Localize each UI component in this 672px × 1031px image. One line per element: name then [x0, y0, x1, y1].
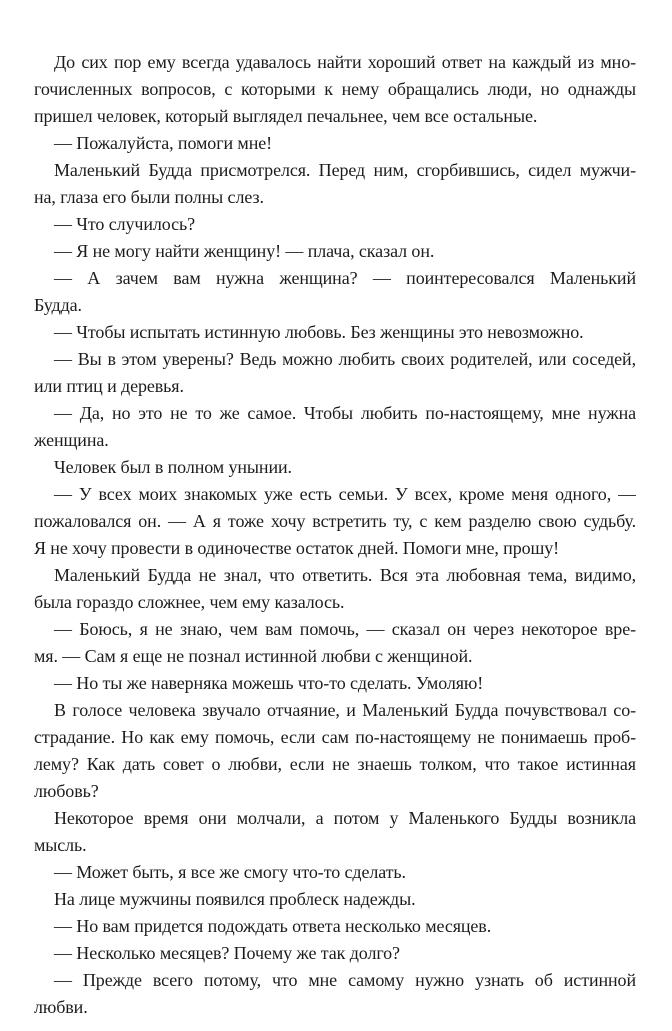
page-text: [34, 49, 636, 1021]
text-line: Я не хочу провести в одиночестве остаток дней. Помоги мне, прошу!: [34, 538, 560, 558]
text-line: — Вы в этом уверены? Ведь можно любить своих родителей, или соседей,: [54, 349, 636, 369]
paragraph: [34, 265, 636, 319]
text-line: — Может быть, я все же смогу что-то сделать.: [54, 862, 406, 882]
paragraph: [34, 940, 636, 967]
text-line: страдание. Но как ему помочь, если сам по-настоящему не понимаешь проб-: [34, 727, 636, 747]
paragraph: [34, 346, 636, 400]
text-line: На лице мужчины появился проблеск надежды.: [54, 889, 416, 909]
text-line: Маленький Будда не знал, что ответить. Вся эта любовная тема, видимо,: [54, 565, 636, 585]
paragraph: [34, 319, 636, 346]
paragraph: [34, 211, 636, 238]
text-line: В голосе человека звучало отчаяние, и Маленький Будда почувствовал со-: [54, 700, 636, 720]
paragraph: [34, 670, 636, 697]
paragraph: [34, 805, 636, 859]
paragraph: [34, 616, 636, 670]
text-line: — Боюсь, я не знаю, чем вам помочь, — сказал он через некоторое вре-: [54, 619, 636, 639]
text-line: гочисленных вопросов, с которыми к нему обращались люди, но однажды: [34, 79, 636, 99]
paragraph: [34, 400, 636, 454]
text-line: — Несколько месяцев? Почему же так долго?: [54, 943, 400, 963]
paragraph: [34, 130, 636, 157]
text-line: женщина.: [34, 430, 109, 450]
paragraph: [34, 238, 636, 265]
text-line: любовь?: [34, 781, 99, 801]
text-line: До сих пор ему всегда удавалось найти хороший ответ на каждый из мно-: [54, 52, 636, 72]
paragraph: [34, 913, 636, 940]
paragraph: [34, 967, 636, 1021]
paragraph: [34, 886, 636, 913]
paragraph: [34, 697, 636, 805]
text-line: Человек был в полном унынии.: [54, 457, 292, 477]
paragraph: [34, 454, 636, 481]
text-line: мысль.: [34, 835, 87, 855]
text-line: Некоторое время они молчали, а потом у Маленького Будды возникла: [54, 808, 636, 828]
text-line: или птиц и деревья.: [34, 376, 184, 396]
text-line: пришел человек, который выглядел печальнее, чем все остальные.: [34, 106, 538, 126]
paragraph: [34, 157, 636, 211]
text-line: — Что случилось?: [54, 214, 196, 234]
text-line: — У всех моих знакомых уже есть семьи. У всех, кроме меня одного, —: [54, 484, 636, 504]
text-line: Будда.: [34, 295, 82, 315]
text-line: — Прежде всего потому, что мне самому нужно узнать об истинной: [54, 970, 636, 990]
text-line: — Да, но это не то же самое. Чтобы любить по-настоящему, мне нужна: [54, 403, 636, 423]
text-line: любви.: [34, 997, 88, 1017]
text-line: пожаловался он. — А я тоже хочу встретить ту, с кем разделю свою судьбу.: [34, 511, 636, 531]
text-line: — Я не могу найти женщину! — плача, сказал он.: [54, 241, 435, 261]
text-line: — Но ты же наверняка можешь что-то сделать. Умоляю!: [54, 673, 484, 693]
paragraph: [34, 562, 636, 616]
text-line: — А зачем вам нужна женщина? — поинтересовался Маленький: [54, 268, 636, 288]
text-line: на, глаза его были полны слез.: [34, 187, 264, 207]
text-line: мя. — Сам я еще не познал истинной любви с женщиной.: [34, 646, 473, 666]
text-line: — Чтобы испытать истинную любовь. Без женщины это невозможно.: [54, 322, 584, 342]
text-line: — Но вам придется подождать ответа несколько месяцев.: [54, 916, 492, 936]
text-line: была гораздо сложнее, чем ему казалось.: [34, 592, 345, 612]
text-line: — Пожалуйста, помоги мне!: [54, 133, 273, 153]
text-line: лему? Как дать совет о любви, если не знаешь толком, что такое истинная: [34, 754, 636, 774]
paragraph: [34, 481, 636, 562]
text-line: Маленький Будда присмотрелся. Перед ним, сгорбившись, сидел мужчи-: [54, 160, 636, 180]
paragraph: [34, 859, 636, 886]
paragraph: [34, 49, 636, 130]
